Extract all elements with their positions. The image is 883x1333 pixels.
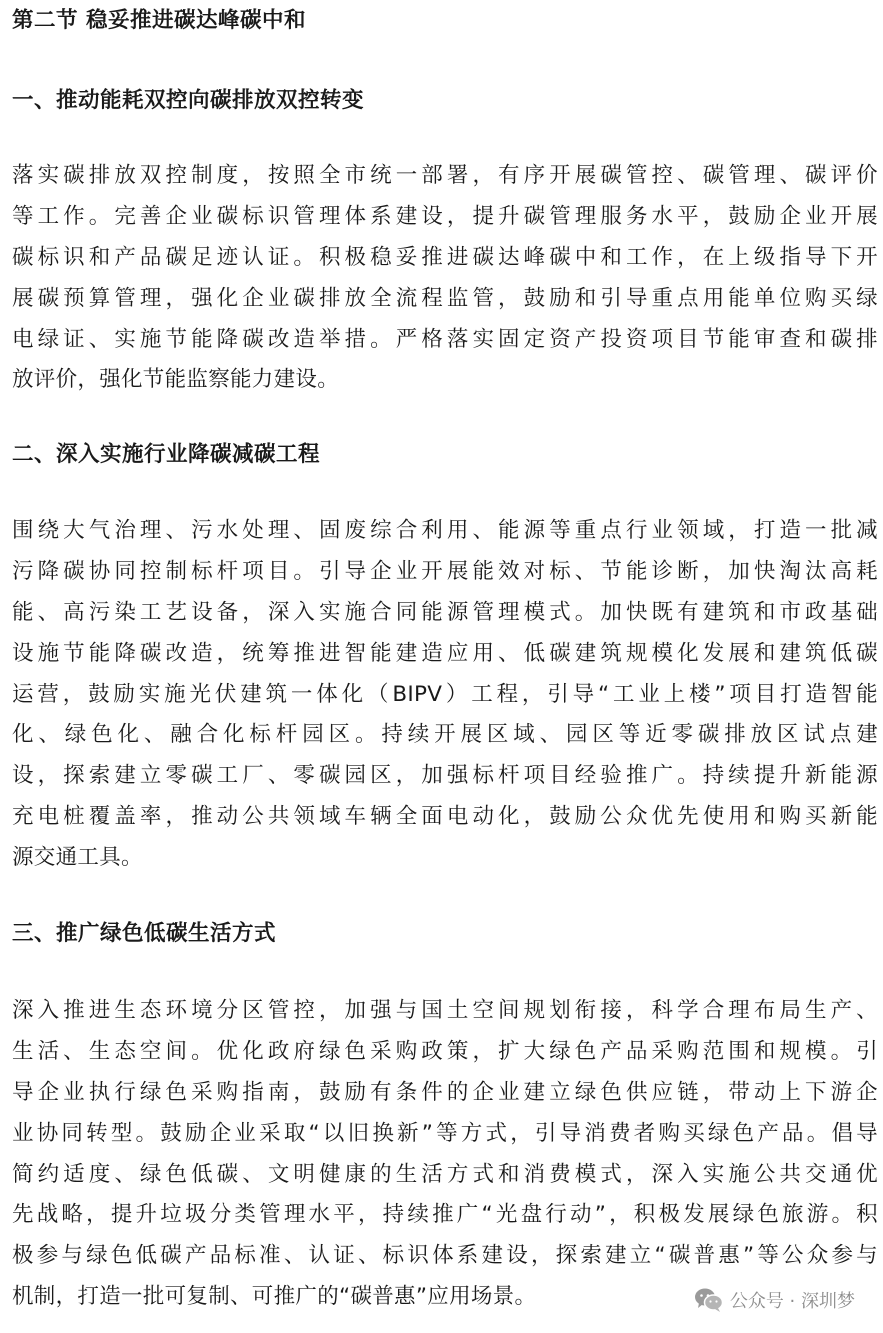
paragraph-line: 极参与绿色低碳产品标准、认证、标识体系建设，探索建立“碳普惠”等公众参与 <box>12 1243 878 1269</box>
paragraph-line: 源交通工具。 <box>12 845 143 871</box>
paragraph-line: 化、绿色化、融合化标杆园区。持续开展区域、园区等近零碳排放区试点建 <box>12 722 878 748</box>
paragraph-line: 放评价，强化节能监察能力建设。 <box>12 367 340 393</box>
paragraph-line: 等工作。完善企业碳标识管理体系建设，提升碳管理服务水平，鼓励企业开展 <box>12 203 878 229</box>
paragraph-line: 机制，打造一批可复制、可推广的“碳普惠”应用场景。 <box>12 1284 537 1310</box>
paragraph-line: 设，探索建立零碳工厂、零碳园区，加强标杆项目经验推广。持续提升新能源 <box>12 763 878 789</box>
paragraph-line: 围绕大气治理、污水处理、固废综合利用、能源等重点行业领域，打造一批减 <box>12 518 878 543</box>
heading-2: 二、深入实施行业降碳减碳工程 <box>12 442 321 467</box>
paragraph-line: 污降碳协同控制标杆项目。引导企业开展能效对标、节能诊断，加快淘汰高耗 <box>12 558 878 584</box>
paragraph-line: 电绿证、实施节能降碳改造举措。严格落实固定资产投资项目节能审查和碳排 <box>12 326 878 352</box>
wechat-icon <box>694 1287 724 1313</box>
paragraph-line: 落实碳排放双控制度，按照全市统一部署，有序开展碳管控、碳管理、碳评价 <box>12 163 878 188</box>
paragraph-line: 展碳预算管理，强化企业碳排放全流程监管，鼓励和引导重点用能单位购买绿 <box>12 285 878 311</box>
paragraph-line: 生活、生态空间。优化政府绿色采购政策，扩大绿色产品采购范围和规模。引 <box>12 1038 878 1064</box>
heading-1: 一、推动能耗双控向碳排放双控转变 <box>12 88 365 113</box>
wechat-watermark <box>688 1285 861 1315</box>
paragraph-line: 业协同转型。鼓励企业采取“以旧换新”等方式，引导消费者购买绿色产品。倡导 <box>12 1120 878 1146</box>
paragraph-1 <box>12 156 878 401</box>
section-title: 第二节 稳妥推进碳达峰碳中和 <box>12 8 306 33</box>
paragraph-line: 碳标识和产品碳足迹认证。积极稳妥推进碳达峰碳中和工作，在上级指导下开 <box>12 244 878 270</box>
paragraph-line: 运营，鼓励实施光伏建筑一体化（BIPV）工程，引导“工业上楼”项目打造智能 <box>12 681 878 707</box>
paragraph-line: 设施节能降碳改造，统筹推进智能建造应用、低碳建筑规模化发展和建筑低碳 <box>12 640 878 666</box>
paragraph-2 <box>12 511 878 879</box>
paragraph-3 <box>12 991 878 1318</box>
paragraph-line: 导企业执行绿色采购指南，鼓励有条件的企业建立绿色供应链，带动上下游企 <box>12 1079 878 1105</box>
paragraph-line: 能、高污染工艺设备，深入实施合同能源管理模式。加快既有建筑和市政基础 <box>12 599 878 625</box>
paragraph-line: 深入推进生态环境分区管控，加强与国土空间规划衔接，科学合理布局生产、 <box>12 998 878 1023</box>
watermark-text: 公众号 · 深圳梦 <box>729 1291 855 1312</box>
heading-3: 三、推广绿色低碳生活方式 <box>12 921 277 946</box>
paragraph-line: 先战略，提升垃圾分类管理水平，持续推广“光盘行动”，积极发展绿色旅游。积 <box>12 1202 878 1228</box>
paragraph-line: 简约适度、绿色低碳、文明健康的生活方式和消费模式，深入实施公共交通优 <box>12 1161 878 1187</box>
paragraph-line: 充电桩覆盖率，推动公共领域车辆全面电动化，鼓励公众优先使用和购买新能 <box>12 804 878 830</box>
